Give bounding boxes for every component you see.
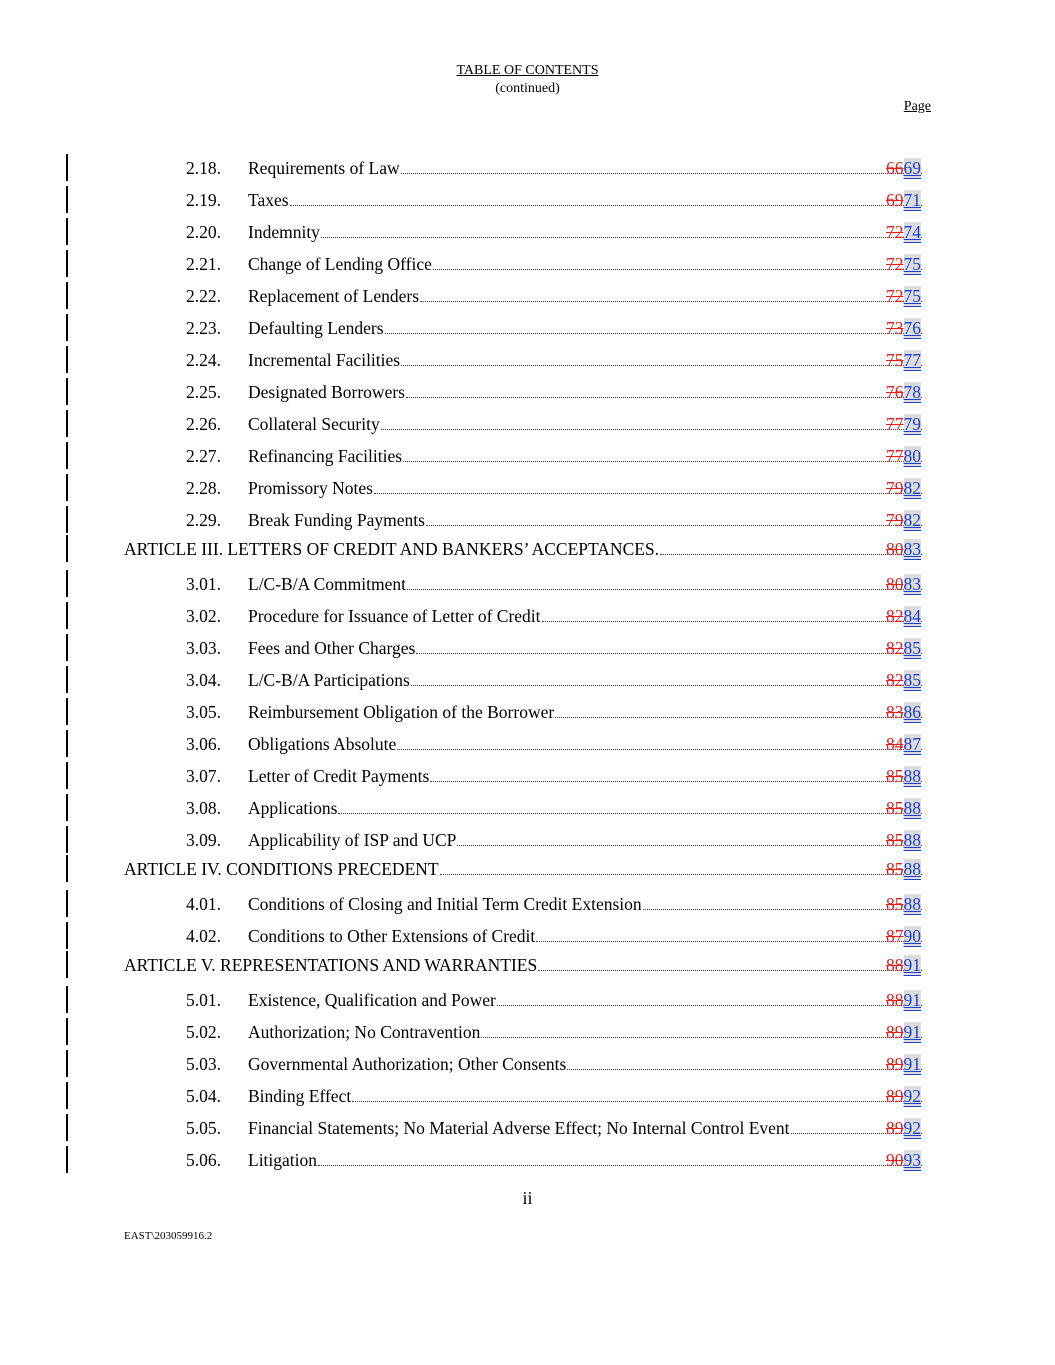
section-number: 3.07. bbox=[186, 766, 221, 786]
page-column-label: Page bbox=[903, 99, 931, 114]
revision-change-bar bbox=[66, 186, 68, 213]
entry-title-text: Collateral Security bbox=[248, 414, 380, 434]
toc-section-row bbox=[0, 893, 1055, 915]
revision-change-bar bbox=[66, 1050, 68, 1077]
section-number: 3.02. bbox=[186, 606, 221, 626]
toc-article-row bbox=[0, 538, 1055, 560]
toc-section-row bbox=[0, 701, 1055, 723]
dot-leader bbox=[406, 396, 922, 398]
entry-title bbox=[248, 381, 924, 403]
deleted-page-number: 82 bbox=[886, 606, 904, 626]
dot-leader bbox=[290, 204, 922, 206]
toc-section-row bbox=[0, 381, 1055, 403]
deleted-page-number: 85 bbox=[886, 766, 904, 786]
deleted-page-number: 89 bbox=[886, 1118, 904, 1138]
entry-title-text: Defaulting Lenders bbox=[248, 318, 384, 338]
entry-title bbox=[248, 189, 924, 211]
section-number: 2.22. bbox=[186, 286, 221, 306]
deleted-page-number: 77 bbox=[886, 446, 904, 466]
inserted-page-link[interactable]: 88 bbox=[903, 859, 921, 879]
section-number: 5.03. bbox=[186, 1054, 221, 1074]
page-reference bbox=[886, 221, 921, 243]
page-reference bbox=[886, 157, 921, 179]
entry-title bbox=[248, 253, 924, 275]
page-reference bbox=[886, 765, 921, 787]
dot-leader bbox=[401, 364, 922, 366]
deleted-page-number: 85 bbox=[886, 798, 904, 818]
toc-section-row bbox=[0, 1149, 1055, 1171]
toc-section-row bbox=[0, 253, 1055, 275]
toc-section-row bbox=[0, 509, 1055, 531]
deleted-page-number: 72 bbox=[886, 254, 904, 274]
toc-section-row bbox=[0, 157, 1055, 179]
deleted-page-number: 76 bbox=[886, 382, 904, 402]
inserted-page-link[interactable]: 88 bbox=[903, 830, 921, 850]
page-reference bbox=[886, 954, 921, 976]
entry-title-text: Requirements of Law bbox=[248, 158, 400, 178]
entry-title bbox=[248, 445, 924, 467]
entry-title-text: Fees and Other Charges bbox=[248, 638, 416, 658]
entry-title bbox=[248, 797, 924, 819]
entry-title bbox=[248, 701, 924, 723]
inserted-page-link[interactable]: 91 bbox=[903, 955, 921, 975]
entry-title bbox=[248, 1053, 924, 1075]
inserted-page-link[interactable]: 85 bbox=[903, 670, 921, 690]
dot-leader bbox=[481, 1036, 922, 1038]
section-number: 2.24. bbox=[186, 350, 221, 370]
revision-change-bar bbox=[66, 762, 68, 789]
section-number: 5.01. bbox=[186, 990, 221, 1010]
revision-change-bar bbox=[66, 154, 68, 181]
page-reference bbox=[886, 701, 921, 723]
inserted-page-link[interactable]: 90 bbox=[903, 926, 921, 946]
entry-title bbox=[248, 637, 924, 659]
entry-title-text: Governmental Authorization; Other Consents bbox=[248, 1054, 567, 1074]
entry-title-text: ARTICLE IV. CONDITIONS PRECEDENT bbox=[124, 859, 439, 879]
revision-change-bar bbox=[66, 666, 68, 693]
entry-title-text: Designated Borrowers bbox=[248, 382, 405, 402]
dot-leader bbox=[426, 524, 922, 526]
deleted-page-number: 72 bbox=[886, 286, 904, 306]
revision-change-bar bbox=[66, 442, 68, 469]
page-reference bbox=[886, 893, 921, 915]
dot-leader bbox=[440, 873, 922, 875]
section-number: 2.19. bbox=[186, 190, 221, 210]
dot-leader bbox=[381, 428, 922, 430]
inserted-page-link[interactable]: 92 bbox=[903, 1086, 921, 1106]
toc-section-row bbox=[0, 637, 1055, 659]
section-number: 3.05. bbox=[186, 702, 221, 722]
toc-section-row bbox=[0, 189, 1055, 211]
deleted-page-number: 89 bbox=[886, 1086, 904, 1106]
page-reference bbox=[886, 1053, 921, 1075]
section-number: 2.21. bbox=[186, 254, 221, 274]
toc-article-row bbox=[0, 858, 1055, 880]
revision-change-bar bbox=[66, 986, 68, 1013]
entry-title bbox=[248, 605, 924, 627]
entry-title-text: Applicability of ISP and UCP bbox=[248, 830, 457, 850]
section-number: 2.27. bbox=[186, 446, 221, 466]
deleted-page-number: 79 bbox=[886, 510, 904, 530]
inserted-page-link[interactable]: 86 bbox=[903, 702, 921, 722]
dot-leader bbox=[403, 460, 922, 462]
deleted-page-number: 85 bbox=[886, 830, 904, 850]
toc-heading: TABLE OF CONTENTS bbox=[456, 63, 599, 78]
entry-title bbox=[248, 221, 924, 243]
inserted-page-link[interactable]: 83 bbox=[903, 574, 921, 594]
inserted-page-link[interactable]: 92 bbox=[903, 1118, 921, 1138]
section-number: 2.29. bbox=[186, 510, 221, 530]
inserted-page-link[interactable]: 88 bbox=[903, 894, 921, 914]
section-number: 4.02. bbox=[186, 926, 221, 946]
entry-title bbox=[248, 157, 924, 179]
inserted-page-link[interactable]: 80 bbox=[903, 446, 921, 466]
toc-section-row bbox=[0, 445, 1055, 467]
inserted-page-link[interactable]: 88 bbox=[903, 798, 921, 818]
entry-title-text: Reimbursement Obligation of the Borrower bbox=[248, 702, 555, 722]
entry-title-text: L/C-B/A Commitment bbox=[248, 574, 406, 594]
section-number: 5.04. bbox=[186, 1086, 221, 1106]
entry-title bbox=[248, 765, 924, 787]
page-reference bbox=[886, 1149, 921, 1171]
entry-title-text: Conditions to Other Extensions of Credit bbox=[248, 926, 536, 946]
entry-title-text: Incremental Facilities bbox=[248, 350, 401, 370]
dot-leader bbox=[401, 172, 922, 174]
deleted-page-number: 83 bbox=[886, 702, 904, 722]
page-reference bbox=[886, 477, 921, 499]
entry-title bbox=[248, 413, 924, 435]
dot-leader bbox=[318, 1164, 922, 1166]
toc-section-row bbox=[0, 669, 1055, 691]
revision-change-bar bbox=[66, 730, 68, 757]
dot-leader bbox=[430, 780, 922, 782]
revision-change-bar bbox=[66, 218, 68, 245]
section-number: 5.05. bbox=[186, 1118, 221, 1138]
page-reference bbox=[886, 925, 921, 947]
revision-change-bar bbox=[66, 1146, 68, 1173]
revision-change-bar bbox=[66, 855, 68, 882]
revision-change-bar bbox=[66, 602, 68, 629]
entry-title bbox=[248, 989, 924, 1011]
revision-change-bar bbox=[66, 378, 68, 405]
section-number: 3.08. bbox=[186, 798, 221, 818]
entry-title-text: Litigation bbox=[248, 1150, 318, 1170]
section-number: 5.02. bbox=[186, 1022, 221, 1042]
page-reference bbox=[886, 797, 921, 819]
page-reference bbox=[886, 349, 921, 371]
deleted-page-number: 73 bbox=[886, 318, 904, 338]
entry-title bbox=[124, 538, 924, 560]
page-reference bbox=[886, 445, 921, 467]
entry-title-text: Refinancing Facilities bbox=[248, 446, 403, 466]
revision-change-bar bbox=[66, 535, 68, 562]
toc-section-row bbox=[0, 1021, 1055, 1043]
inserted-page-link[interactable]: 78 bbox=[903, 382, 921, 402]
revision-change-bar bbox=[66, 474, 68, 501]
dot-leader bbox=[321, 236, 922, 238]
entry-title-text: Break Funding Payments bbox=[248, 510, 425, 530]
entry-title bbox=[124, 954, 924, 976]
section-number: 2.26. bbox=[186, 414, 221, 434]
entry-title bbox=[248, 925, 924, 947]
toc-section-row bbox=[0, 765, 1055, 787]
revision-change-bar bbox=[66, 634, 68, 661]
entry-title bbox=[248, 1117, 924, 1139]
toc-section-row bbox=[0, 285, 1055, 307]
dot-leader bbox=[397, 748, 922, 750]
entry-title-text: Financial Statements; No Material Adverse Effect; No Internal Control Event bbox=[248, 1118, 790, 1138]
entry-title-text: Applications bbox=[248, 798, 338, 818]
entry-title-text: Indemnity bbox=[248, 222, 320, 242]
dot-leader bbox=[433, 268, 922, 270]
page-reference bbox=[886, 509, 921, 531]
inserted-page-link[interactable]: 91 bbox=[903, 990, 921, 1010]
toc-section-row bbox=[0, 221, 1055, 243]
dot-leader bbox=[660, 553, 922, 555]
inserted-page-link[interactable]: 69 bbox=[903, 158, 921, 178]
section-number: 3.09. bbox=[186, 830, 221, 850]
page-reference bbox=[886, 829, 921, 851]
page-reference bbox=[886, 189, 921, 211]
inserted-page-link[interactable]: 87 bbox=[903, 734, 921, 754]
toc-article-row bbox=[0, 954, 1055, 976]
inserted-page-link[interactable]: 77 bbox=[903, 350, 921, 370]
dot-leader bbox=[352, 1100, 922, 1102]
toc-section-row bbox=[0, 1053, 1055, 1075]
dot-leader bbox=[538, 969, 922, 971]
entry-title bbox=[248, 1021, 924, 1043]
deleted-page-number: 90 bbox=[886, 1150, 904, 1170]
page-number: ii bbox=[522, 1188, 533, 1208]
inserted-page-link[interactable]: 85 bbox=[903, 638, 921, 658]
deleted-page-number: 87 bbox=[886, 926, 904, 946]
entry-title-text: Taxes bbox=[248, 190, 289, 210]
page-reference bbox=[886, 669, 921, 691]
toc-section-row bbox=[0, 829, 1055, 851]
entry-title bbox=[248, 1149, 924, 1171]
toc-section-row bbox=[0, 797, 1055, 819]
dot-leader bbox=[542, 620, 922, 622]
revision-change-bar bbox=[66, 250, 68, 277]
section-number: 5.06. bbox=[186, 1150, 221, 1170]
revision-change-bar bbox=[66, 314, 68, 341]
entry-title bbox=[248, 669, 924, 691]
toc-section-row bbox=[0, 1085, 1055, 1107]
inserted-page-link[interactable]: 82 bbox=[903, 510, 921, 530]
page-reference bbox=[886, 989, 921, 1011]
page-reference bbox=[886, 1117, 921, 1139]
revision-change-bar bbox=[66, 826, 68, 853]
toc-section-row bbox=[0, 413, 1055, 435]
entry-title-text: Obligations Absolute bbox=[248, 734, 397, 754]
deleted-page-number: 69 bbox=[886, 190, 904, 210]
section-number: 2.28. bbox=[186, 478, 221, 498]
page-reference bbox=[886, 413, 921, 435]
dot-leader bbox=[411, 684, 922, 686]
entry-title bbox=[248, 829, 924, 851]
inserted-page-link[interactable]: 82 bbox=[903, 478, 921, 498]
entry-title-text: Existence, Qualification and Power bbox=[248, 990, 496, 1010]
toc-section-row bbox=[0, 317, 1055, 339]
deleted-page-number: 89 bbox=[886, 1022, 904, 1042]
inserted-page-link[interactable]: 71 bbox=[903, 190, 921, 210]
revision-change-bar bbox=[66, 890, 68, 917]
entry-title-text: Letter of Credit Payments bbox=[248, 766, 430, 786]
deleted-page-number: 66 bbox=[886, 158, 904, 178]
section-number: 2.18. bbox=[186, 158, 221, 178]
entry-title bbox=[248, 477, 924, 499]
section-number: 3.06. bbox=[186, 734, 221, 754]
entry-title-text: Binding Effect bbox=[248, 1086, 352, 1106]
toc-section-row bbox=[0, 989, 1055, 1011]
entry-title bbox=[248, 349, 924, 371]
page-reference bbox=[886, 858, 921, 880]
inserted-page-link[interactable]: 76 bbox=[903, 318, 921, 338]
revision-change-bar bbox=[66, 698, 68, 725]
deleted-page-number: 80 bbox=[886, 539, 904, 559]
page-reference bbox=[886, 317, 921, 339]
revision-change-bar bbox=[66, 922, 68, 949]
inserted-page-link[interactable]: 74 bbox=[903, 222, 921, 242]
deleted-page-number: 88 bbox=[886, 990, 904, 1010]
revision-change-bar bbox=[66, 1082, 68, 1109]
inserted-page-link[interactable]: 83 bbox=[903, 539, 921, 559]
dot-leader bbox=[385, 332, 922, 334]
inserted-page-link[interactable]: 88 bbox=[903, 766, 921, 786]
section-number: 3.03. bbox=[186, 638, 221, 658]
inserted-page-link[interactable]: 75 bbox=[903, 254, 921, 274]
entry-title bbox=[124, 858, 924, 880]
revision-change-bar bbox=[66, 794, 68, 821]
revision-change-bar bbox=[66, 1114, 68, 1141]
deleted-page-number: 72 bbox=[886, 222, 904, 242]
deleted-page-number: 82 bbox=[886, 670, 904, 690]
dot-leader bbox=[420, 300, 922, 302]
toc-subheading: (continued) bbox=[495, 81, 560, 96]
revision-change-bar bbox=[66, 1018, 68, 1045]
toc-section-row bbox=[0, 605, 1055, 627]
deleted-page-number: 88 bbox=[886, 955, 904, 975]
section-number: 2.23. bbox=[186, 318, 221, 338]
section-number: 3.04. bbox=[186, 670, 221, 690]
inserted-page-link[interactable]: 79 bbox=[903, 414, 921, 434]
entry-title-text: Conditions of Closing and Initial Term Credit Extension bbox=[248, 894, 642, 914]
deleted-page-number: 79 bbox=[886, 478, 904, 498]
entry-title bbox=[248, 733, 924, 755]
document-id: EAST\203059916.2 bbox=[124, 1230, 213, 1242]
revision-change-bar bbox=[66, 282, 68, 309]
page-reference bbox=[886, 637, 921, 659]
entry-title bbox=[248, 509, 924, 531]
entry-title-text: Replacement of Lenders bbox=[248, 286, 420, 306]
entry-title-text: Authorization; No Contravention bbox=[248, 1022, 481, 1042]
entry-title bbox=[248, 285, 924, 307]
page-reference bbox=[886, 381, 921, 403]
dot-leader bbox=[407, 588, 922, 590]
dot-leader bbox=[416, 652, 922, 654]
dot-leader bbox=[536, 940, 922, 942]
page-reference bbox=[886, 253, 921, 275]
inserted-page-link[interactable]: 93 bbox=[903, 1150, 921, 1170]
dot-leader bbox=[338, 812, 922, 814]
dot-leader bbox=[555, 716, 922, 718]
entry-title-text: ARTICLE III. LETTERS OF CREDIT AND BANKERS’ ACCEPTANCES. bbox=[124, 539, 660, 559]
entry-title-text: Promissory Notes bbox=[248, 478, 373, 498]
inserted-page-link[interactable]: 84 bbox=[903, 606, 921, 626]
toc-section-row bbox=[0, 733, 1055, 755]
entry-title-text: Change of Lending Office bbox=[248, 254, 432, 274]
section-number: 3.01. bbox=[186, 574, 221, 594]
revision-change-bar bbox=[66, 951, 68, 978]
dot-leader bbox=[457, 844, 922, 846]
deleted-page-number: 89 bbox=[886, 1054, 904, 1074]
deleted-page-number: 77 bbox=[886, 414, 904, 434]
inserted-page-link[interactable]: 75 bbox=[903, 286, 921, 306]
dot-leader bbox=[374, 492, 922, 494]
toc-section-row bbox=[0, 477, 1055, 499]
entry-title bbox=[248, 573, 924, 595]
entry-title bbox=[248, 317, 924, 339]
deleted-page-number: 75 bbox=[886, 350, 904, 370]
deleted-page-number: 84 bbox=[886, 734, 904, 754]
page-reference bbox=[886, 573, 921, 595]
entry-title bbox=[248, 893, 924, 915]
dot-leader bbox=[567, 1068, 922, 1070]
page-reference bbox=[886, 285, 921, 307]
toc-section-row bbox=[0, 573, 1055, 595]
page-reference bbox=[886, 1021, 921, 1043]
dot-leader bbox=[497, 1004, 922, 1006]
entry-title-text: L/C-B/A Participations bbox=[248, 670, 410, 690]
revision-change-bar bbox=[66, 346, 68, 373]
section-number: 2.25. bbox=[186, 382, 221, 402]
deleted-page-number: 80 bbox=[886, 574, 904, 594]
inserted-page-link[interactable]: 91 bbox=[903, 1022, 921, 1042]
section-number: 4.01. bbox=[186, 894, 221, 914]
entry-title bbox=[248, 1085, 924, 1107]
entry-title-text: ARTICLE V. REPRESENTATIONS AND WARRANTIES bbox=[124, 955, 538, 975]
dot-leader bbox=[643, 908, 922, 910]
revision-change-bar bbox=[66, 506, 68, 533]
deleted-page-number: 82 bbox=[886, 638, 904, 658]
page-reference bbox=[886, 605, 921, 627]
revision-change-bar bbox=[66, 570, 68, 597]
page-reference bbox=[886, 733, 921, 755]
section-number: 2.20. bbox=[186, 222, 221, 242]
revision-change-bar bbox=[66, 410, 68, 437]
inserted-page-link[interactable]: 91 bbox=[903, 1054, 921, 1074]
deleted-page-number: 85 bbox=[886, 894, 904, 914]
page-reference bbox=[886, 1085, 921, 1107]
toc-section-row bbox=[0, 1117, 1055, 1139]
toc-section-row bbox=[0, 349, 1055, 371]
page-reference bbox=[886, 538, 921, 560]
toc-section-row bbox=[0, 925, 1055, 947]
entry-title-text: Procedure for Issuance of Letter of Credit bbox=[248, 606, 541, 626]
deleted-page-number: 85 bbox=[886, 859, 904, 879]
